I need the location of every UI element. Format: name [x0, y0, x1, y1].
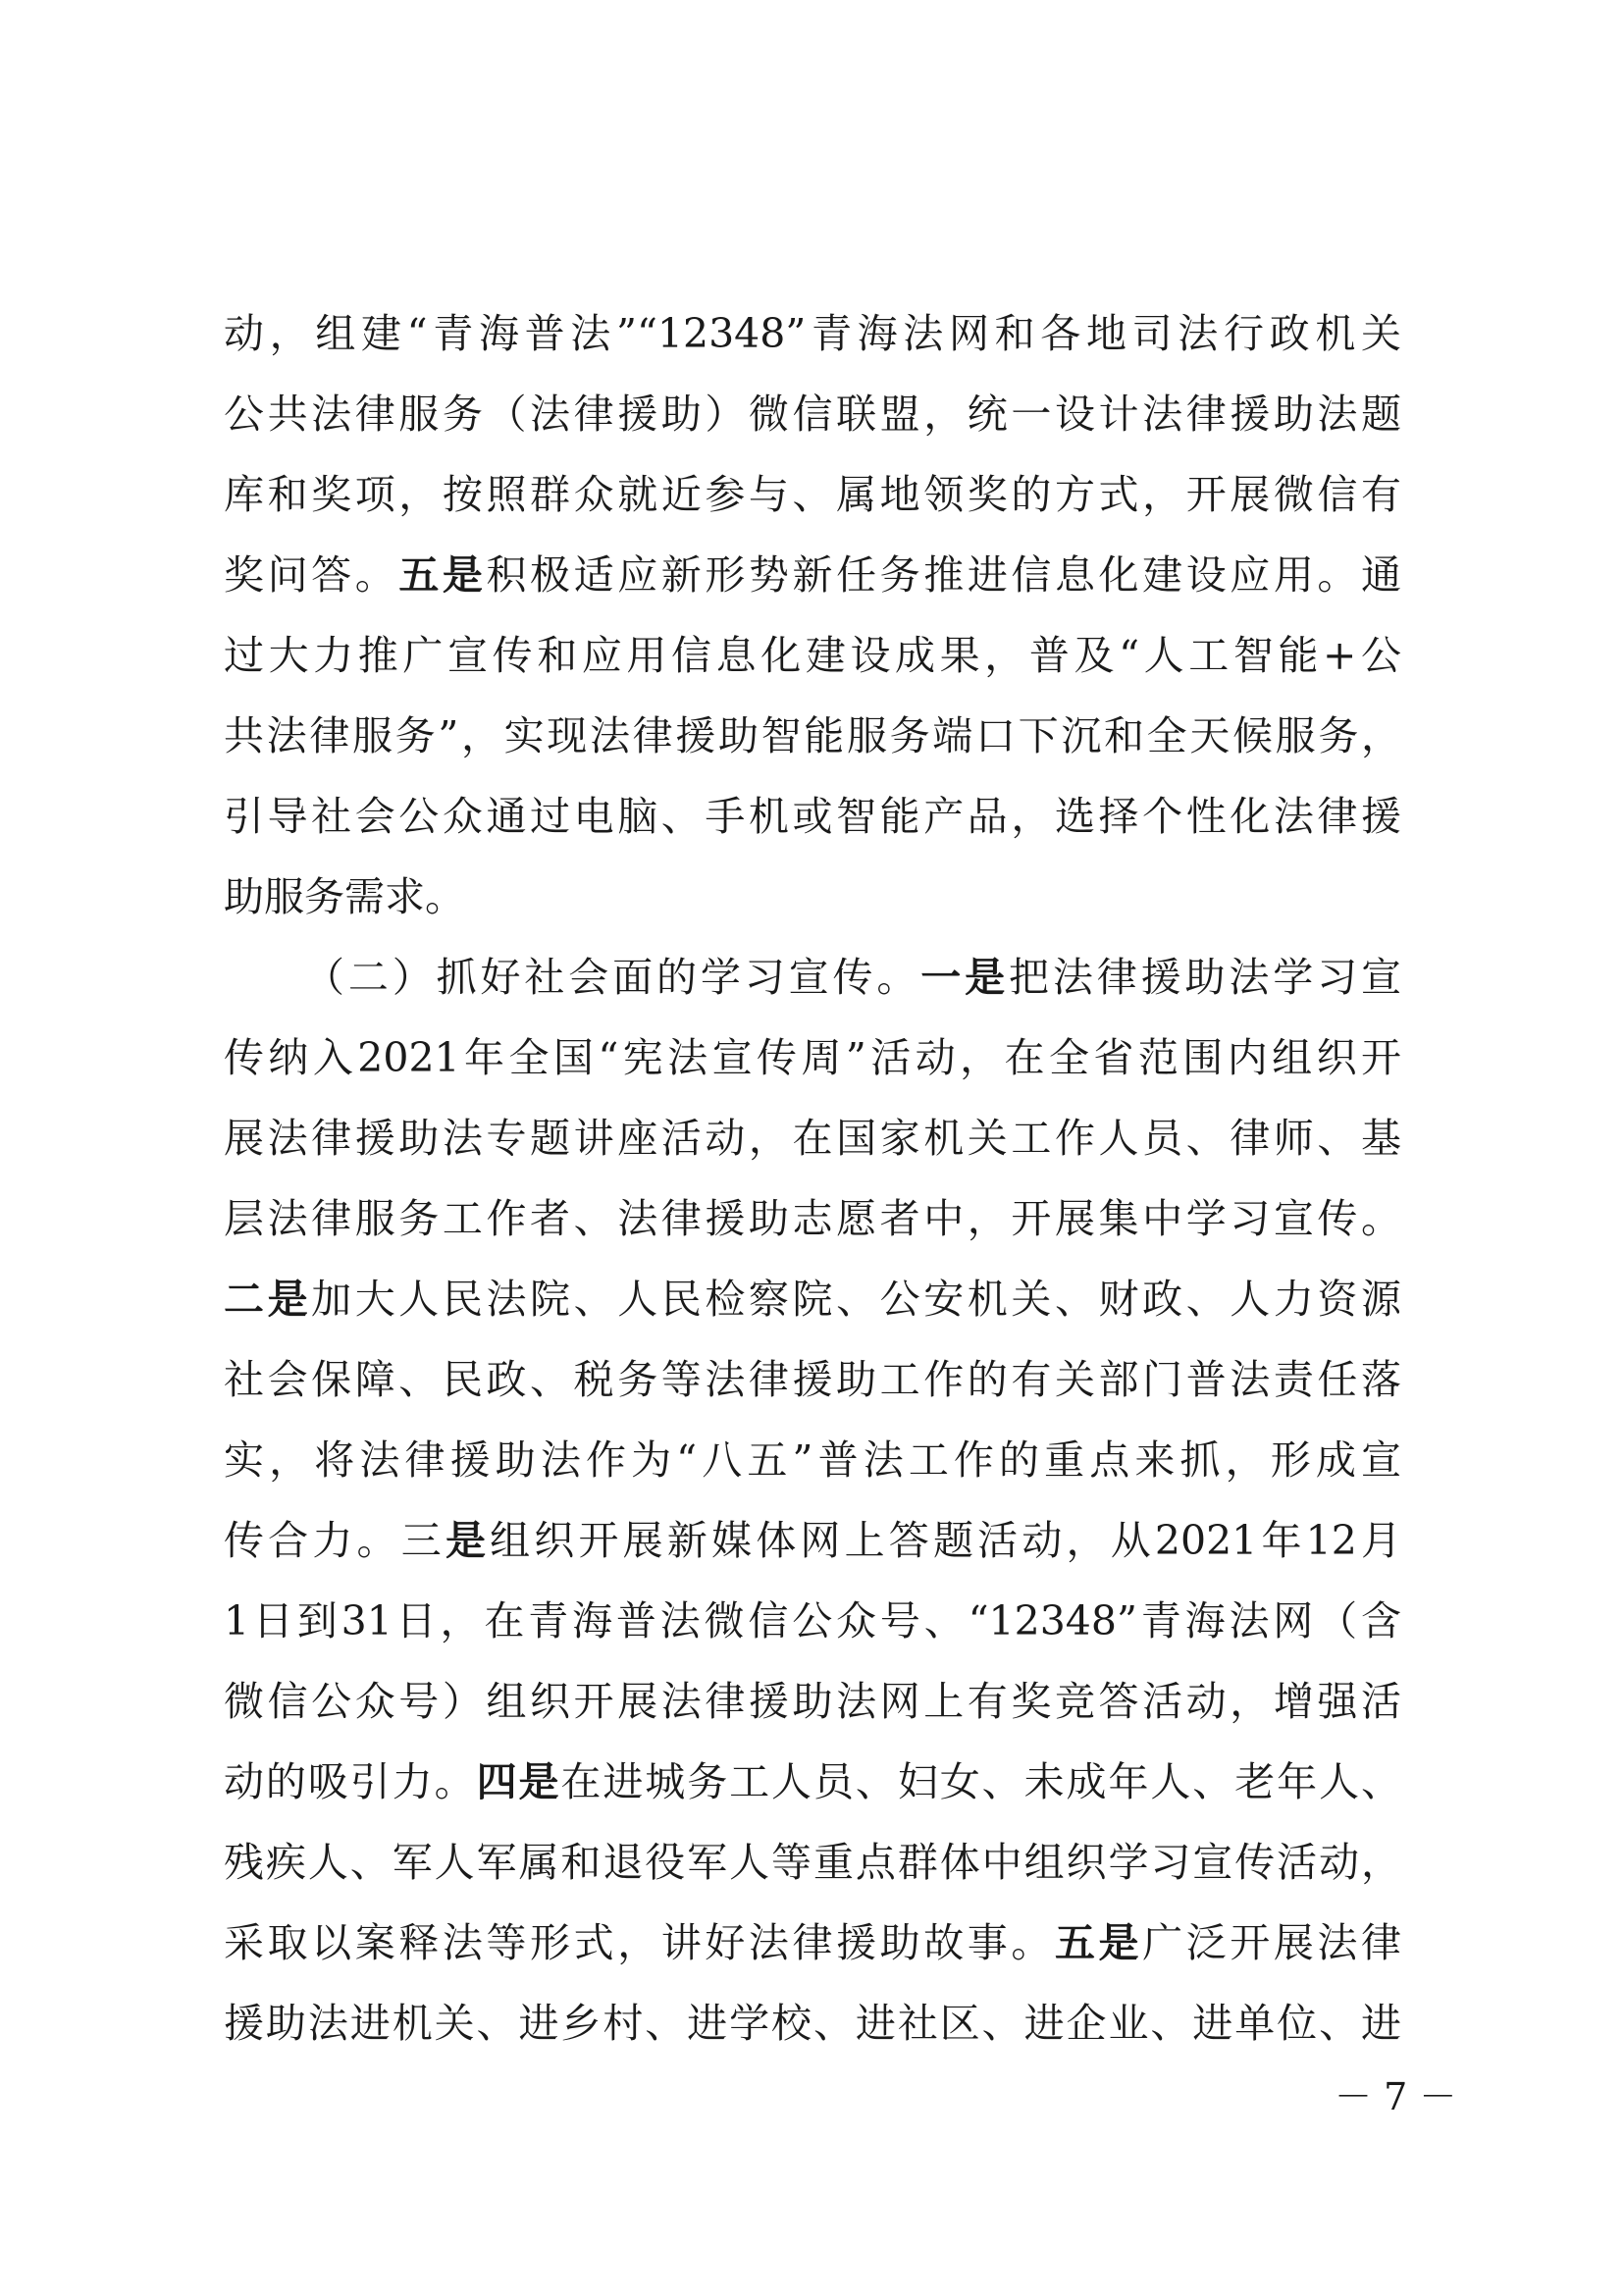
text-run: 传纳入2021年全国“宪法宣传周”活动，在全省范围内组织开	[224, 1034, 1401, 1081]
text-line-18	[224, 1660, 1401, 1743]
text-line-10	[224, 1017, 1401, 1099]
text-line-6	[224, 695, 1401, 777]
text-run: 社会保障、民政、税务等法律援助工作的有关部门普法责任落	[224, 1356, 1401, 1403]
text-run: 在进城务工人员、妇女、未成年人、老年人、	[560, 1758, 1401, 1805]
text-run: 奖问答。	[224, 551, 399, 599]
text-run: 引导社会公众通过电脑、手机或智能产品，选择个性化法律援	[224, 793, 1401, 840]
text-run: 公共法律服务（法律援助）微信联盟，统一设计法律援助法题	[224, 391, 1401, 438]
text-line-15	[224, 1419, 1401, 1501]
text-line-8	[224, 856, 1401, 938]
text-run: 库和奖项，按照群众就近参与、属地领奖的方式，开展微信有	[224, 471, 1401, 518]
bold-marker: 五是	[398, 551, 487, 599]
text-run: 过大力推广宣传和应用信息化建设成果，普及“人工智能+公	[224, 632, 1401, 679]
text-line-9	[304, 936, 1401, 1018]
text-line-4	[224, 534, 1401, 616]
text-line-21	[224, 1902, 1401, 1984]
text-line-16	[224, 1499, 1401, 1582]
text-run: 把法律援助法学习宣	[1009, 954, 1401, 1001]
text-run: 加大人民法院、人民检察院、公安机关、财政、人力资源	[311, 1276, 1401, 1323]
bold-marker: 四是	[476, 1758, 561, 1805]
text-run: 援助法进机关、进乡村、进学校、进社区、进企业、进单位、进	[224, 2000, 1401, 2047]
bold-marker: 一是	[920, 954, 1009, 1001]
text-line-13	[224, 1258, 1401, 1340]
text-run: 展法律援助法专题讲座活动，在国家机关工作人员、律师、基	[224, 1115, 1401, 1162]
text-run: 层法律服务工作者、法律援助志愿者中，开展集中学习宣传。	[224, 1195, 1401, 1242]
bold-marker: 五是	[1054, 1919, 1143, 1966]
text-run: 微信公众号）组织开展法律援助法网上有奖竞答活动，增强活	[224, 1678, 1401, 1725]
text-run: 传合力。三	[224, 1517, 445, 1564]
text-run: 实，将法律援助法作为“八五”普法工作的重点来抓，形成宣	[224, 1436, 1401, 1484]
text-run: 积极适应新形势新任务推进信息化建设应用。通	[486, 551, 1401, 599]
text-line-2	[224, 373, 1401, 455]
text-run: 动，组建“青海普法”“12348”青海法网和各地司法行政机关	[224, 310, 1401, 357]
text-run: 助服务需求。	[224, 873, 465, 920]
text-run: 组织开展新媒体网上答题活动，从2021年12月	[490, 1517, 1401, 1564]
text-run: 广泛开展法律	[1142, 1919, 1401, 1966]
text-line-3	[224, 453, 1401, 536]
text-run: 1日到31日，在青海普法微信公众号、“12348”青海法网（含	[224, 1597, 1401, 1644]
text-run: （二）抓好社会面的学习宣传。	[304, 954, 921, 1001]
text-line-20	[224, 1821, 1401, 1904]
text-line-14	[224, 1338, 1401, 1421]
text-line-7	[224, 775, 1401, 858]
page-number: － 7 －	[1335, 2075, 1457, 2118]
text-run: 共法律服务”，实现法律援助智能服务端口下沉和全天候服务，	[224, 712, 1401, 759]
text-line-5	[224, 614, 1401, 697]
text-line-1	[224, 292, 1401, 375]
text-run: 残疾人、军人军属和退役军人等重点群体中组织学习宣传活动，	[224, 1839, 1401, 1886]
text-run: 采取以案释法等形式，讲好法律援助故事。	[224, 1919, 1055, 1966]
text-line-17	[224, 1580, 1401, 1662]
text-line-19	[224, 1741, 1401, 1823]
text-run: 动的吸引力。	[224, 1758, 477, 1805]
bold-marker: 二是	[224, 1276, 312, 1323]
text-line-22	[224, 1982, 1401, 2064]
text-line-12	[224, 1177, 1401, 1260]
bold-marker: 是	[445, 1517, 491, 1564]
text-line-11	[224, 1097, 1401, 1179]
